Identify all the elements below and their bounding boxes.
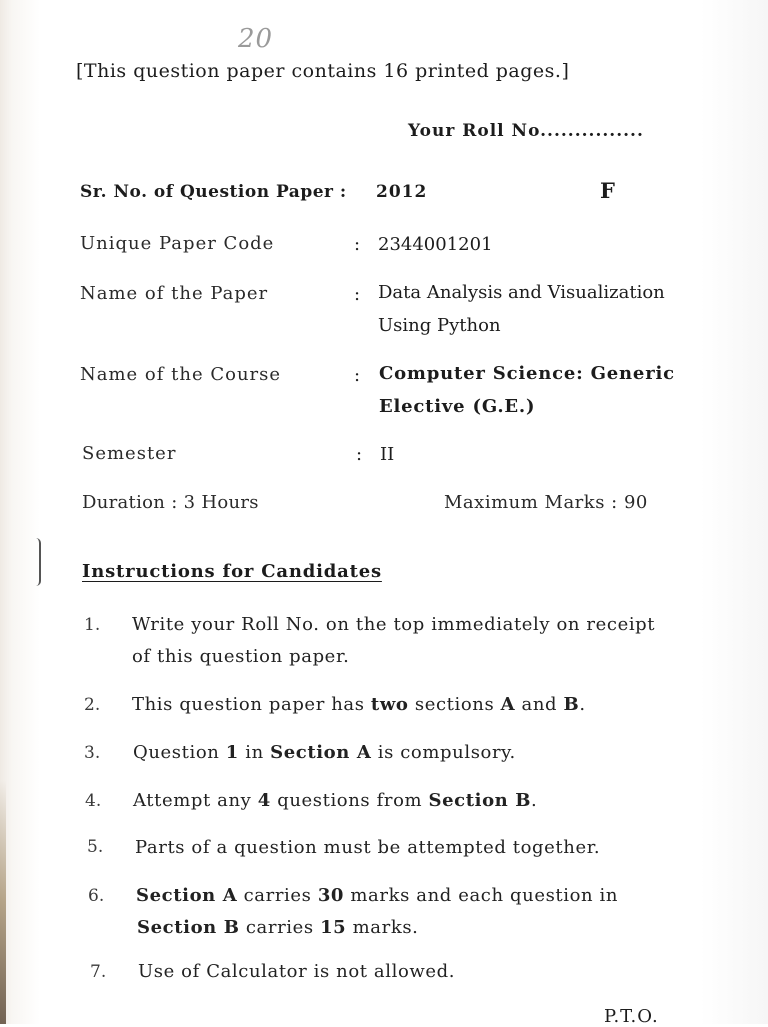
course-name-colon: : xyxy=(354,365,361,386)
semester-value: II xyxy=(380,444,395,465)
paper-name-label: Name of the Paper xyxy=(80,283,269,304)
instruction-number: 5. xyxy=(87,837,104,857)
semester-label: Semester xyxy=(82,443,177,464)
page-edge-shadow xyxy=(0,780,6,1024)
roll-number-field: Your Roll No............... xyxy=(408,121,644,141)
instruction-number: 3. xyxy=(84,743,101,763)
course-name-value-line2: Elective (G.E.) xyxy=(379,396,536,417)
please-turn-over: P.T.O. xyxy=(604,1006,659,1027)
unique-paper-code-value: 2344001201 xyxy=(378,234,493,255)
unique-paper-code-label: Unique Paper Code xyxy=(80,233,275,254)
instruction-number: 4. xyxy=(85,791,102,811)
instruction-2: This question paper has two sections A and B. xyxy=(132,694,586,715)
unique-paper-code-colon: : xyxy=(354,234,361,255)
semester-colon: : xyxy=(356,444,363,465)
course-name-label: Name of the Course xyxy=(80,364,282,385)
instructions-title: Instructions for Candidates xyxy=(82,561,382,582)
instruction-7: Use of Calculator is not allowed. xyxy=(138,961,456,982)
paper-name-value-line1: Data Analysis and Visualization xyxy=(378,282,665,303)
paper-name-value-line2: Using Python xyxy=(378,315,501,336)
duration: Duration : 3 Hours xyxy=(82,492,259,513)
instruction-number: 2. xyxy=(84,695,101,715)
header-note: [This question paper contains 16 printed pages.] xyxy=(76,60,570,82)
maximum-marks: Maximum Marks : 90 xyxy=(444,492,648,513)
instruction-5: Parts of a question must be attempted together. xyxy=(135,837,601,858)
instruction-number: 6. xyxy=(88,886,105,906)
instruction-4: Attempt any 4 questions from Section B. xyxy=(133,790,538,811)
paper-name-colon: : xyxy=(354,284,361,305)
handwritten-page-number: 20 xyxy=(238,24,274,54)
instruction-6-line2: Section B carries 15 marks. xyxy=(137,917,419,938)
instruction-3: Question 1 in Section A is compulsory. xyxy=(133,742,516,763)
instruction-1-line1: Write your Roll No. on the top immediately on receipt xyxy=(132,614,656,635)
instruction-number: 1. xyxy=(84,615,101,635)
margin-pen-mark xyxy=(36,538,41,586)
course-name-value-line1: Computer Science: Generic xyxy=(379,363,675,384)
instruction-1-line2: of this question paper. xyxy=(132,646,350,667)
sr-no-label: Sr. No. of Question Paper : xyxy=(80,182,347,202)
sr-no-value: 2012 xyxy=(376,182,428,202)
instruction-6-line1: Section A carries 30 marks and each question in xyxy=(136,885,619,906)
set-code: F xyxy=(600,178,615,203)
instruction-number: 7. xyxy=(90,962,107,982)
